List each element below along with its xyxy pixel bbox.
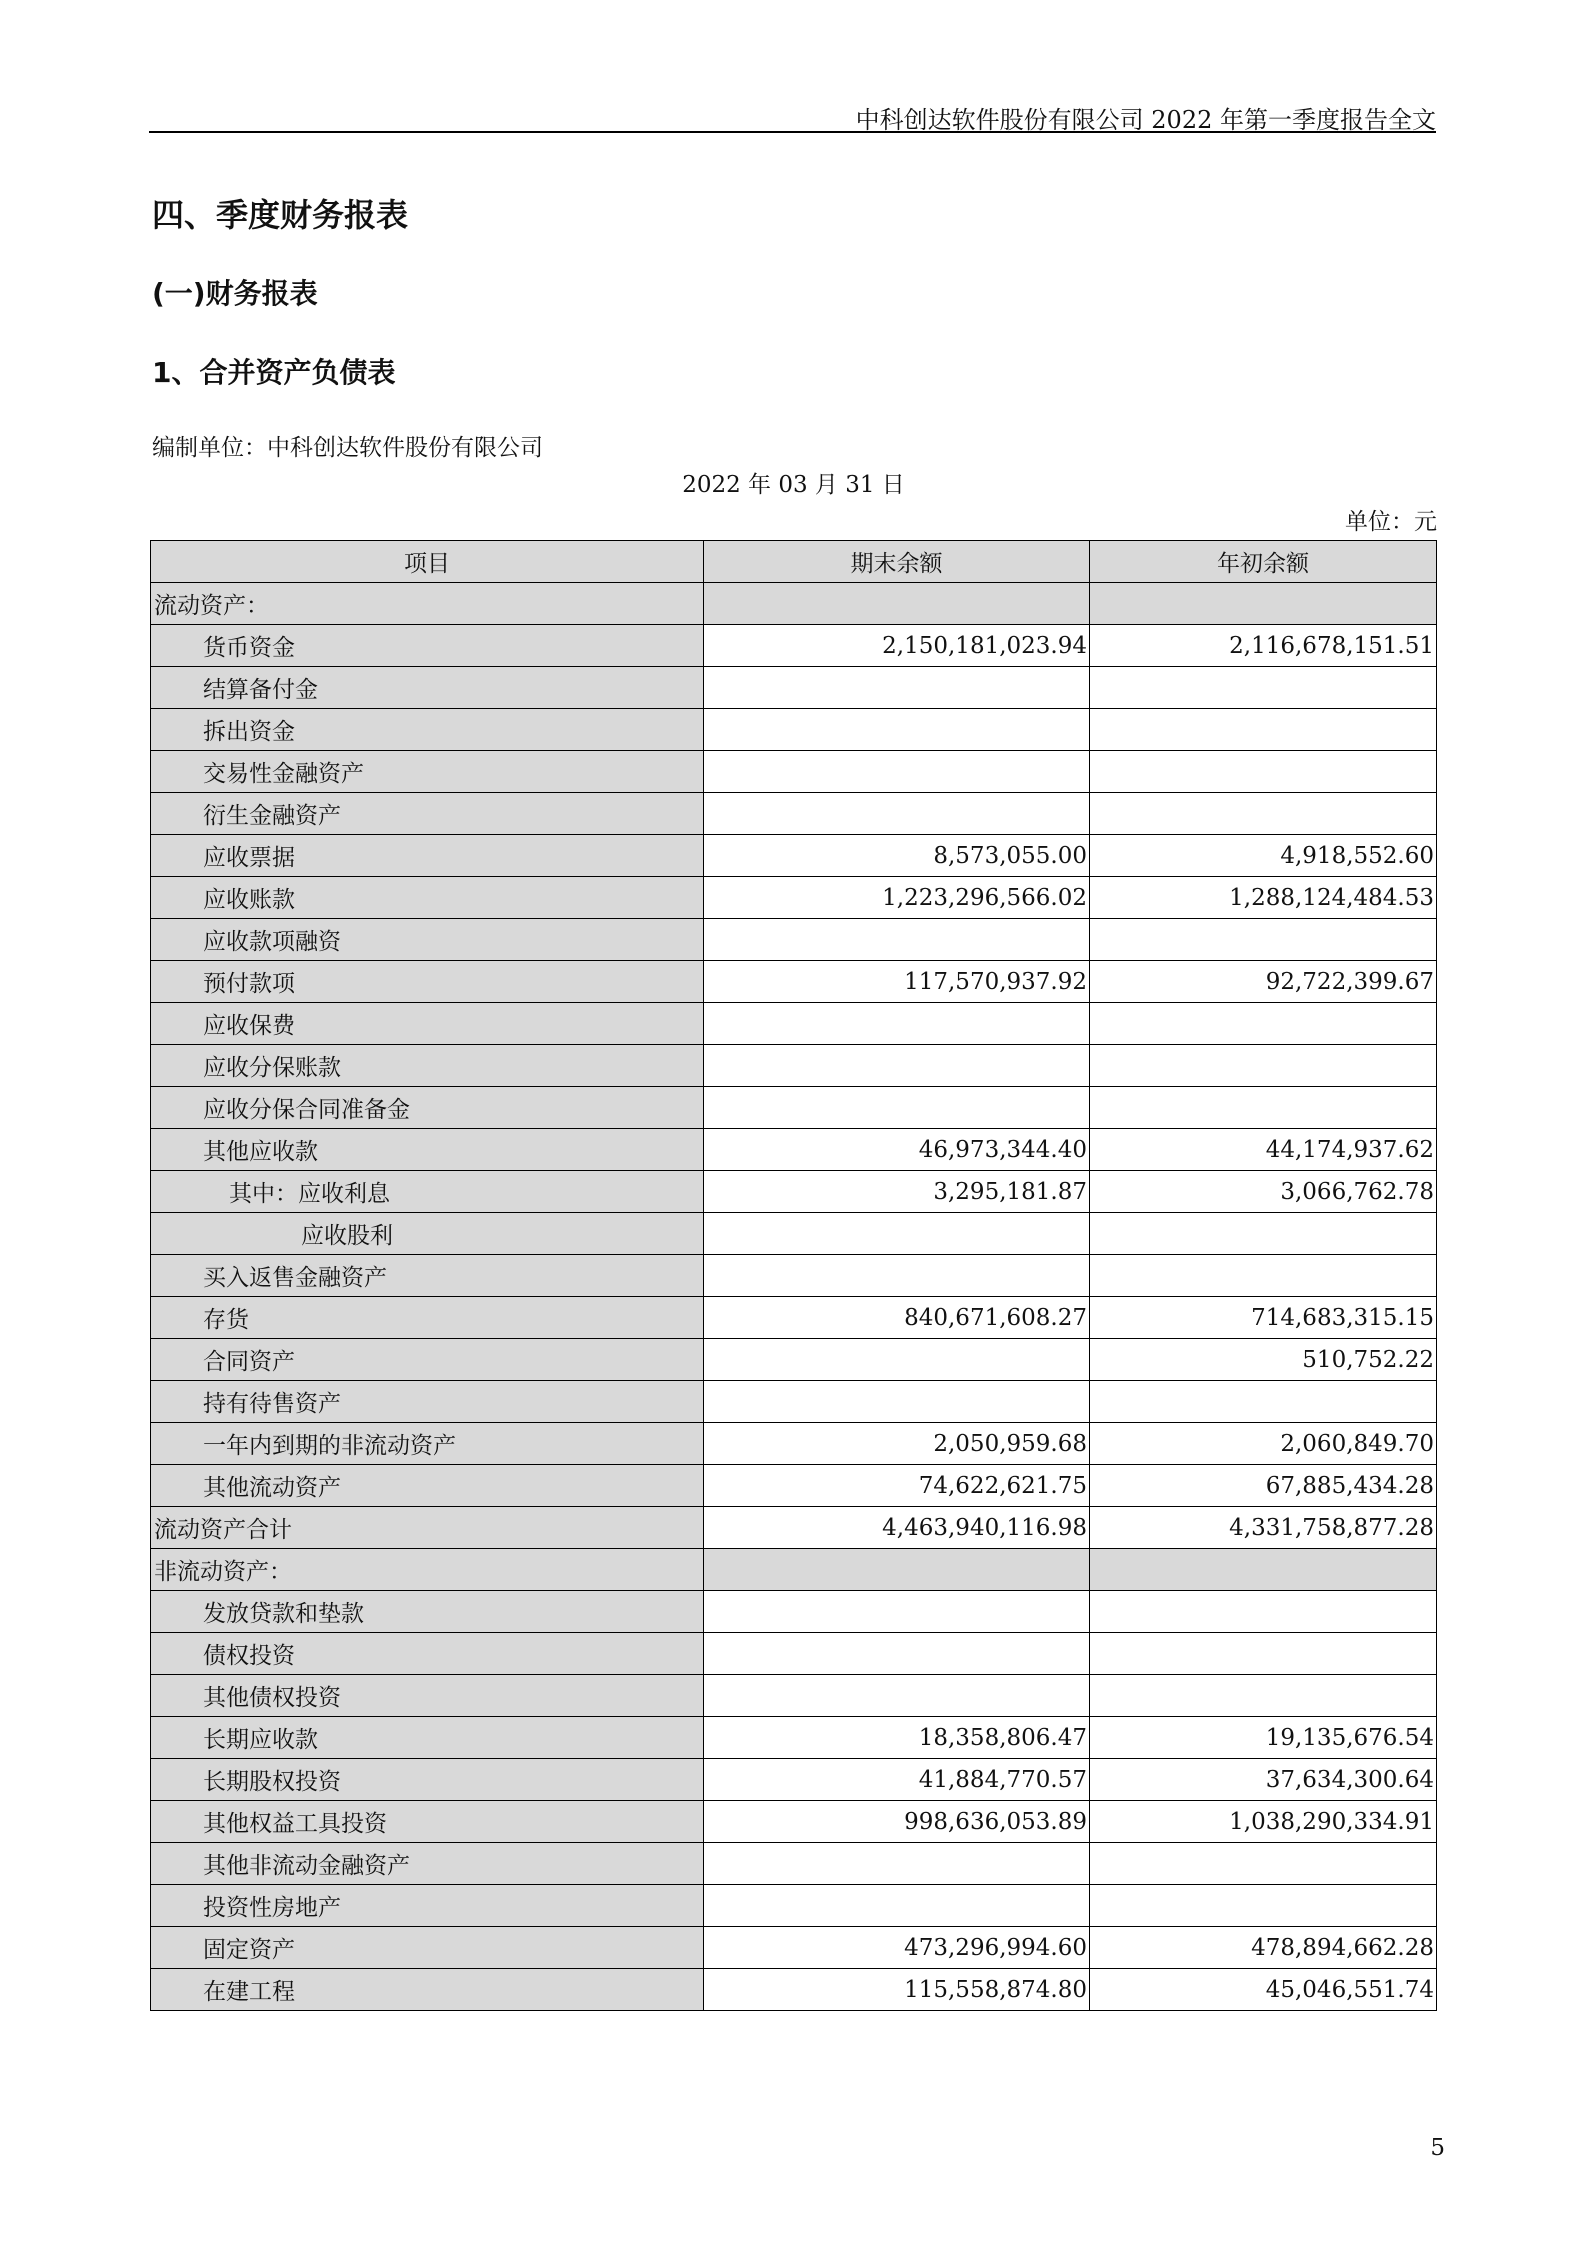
period-end-value (704, 793, 1090, 835)
row-label: 应收账款 (151, 877, 704, 919)
period-begin-value: 4,331,758,877.28 (1090, 1507, 1437, 1549)
period-end-value (704, 751, 1090, 793)
period-begin-value (1090, 1213, 1437, 1255)
row-label: 应收股利 (151, 1213, 704, 1255)
row-label: 非流动资产： (151, 1549, 704, 1591)
period-begin-value: 2,116,678,151.51 (1090, 625, 1437, 667)
table-row (151, 1633, 1437, 1675)
row-label: 长期股权投资 (151, 1759, 704, 1801)
period-end-value (704, 1381, 1090, 1423)
row-label: 买入返售金融资产 (151, 1255, 704, 1297)
table-row (151, 751, 1437, 793)
table-row (151, 1885, 1437, 1927)
period-end-value (704, 1843, 1090, 1885)
period-begin-value (1090, 1549, 1437, 1591)
row-label: 债权投资 (151, 1633, 704, 1675)
table-row (151, 1213, 1437, 1255)
row-label: 流动资产： (151, 583, 704, 625)
period-begin-value: 510,752.22 (1090, 1339, 1437, 1381)
period-end-value (704, 919, 1090, 961)
period-end-value (704, 1885, 1090, 1927)
period-begin-value: 92,722,399.67 (1090, 961, 1437, 1003)
preparer-line: 编制单位：中科创达软件股份有限公司 (152, 435, 543, 461)
row-label: 应收保费 (151, 1003, 704, 1045)
row-label: 在建工程 (151, 1969, 704, 2011)
period-begin-value: 2,060,849.70 (1090, 1423, 1437, 1465)
period-begin-value: 19,135,676.54 (1090, 1717, 1437, 1759)
table-row (151, 793, 1437, 835)
period-end-value: 117,570,937.92 (704, 961, 1090, 1003)
row-label: 结算备付金 (151, 667, 704, 709)
row-label: 发放贷款和垫款 (151, 1591, 704, 1633)
row-label: 应收分保账款 (151, 1045, 704, 1087)
table-row (151, 835, 1437, 877)
page-number: 5 (1430, 2135, 1445, 2161)
period-end-value: 46,973,344.40 (704, 1129, 1090, 1171)
period-begin-value (1090, 1087, 1437, 1129)
table-row (151, 1759, 1437, 1801)
period-begin-value (1090, 1255, 1437, 1297)
table-row (151, 1297, 1437, 1339)
row-label: 应收分保合同准备金 (151, 1087, 704, 1129)
row-label: 投资性房地产 (151, 1885, 704, 1927)
period-end-value (704, 1339, 1090, 1381)
table-row (151, 625, 1437, 667)
period-end-value (704, 1591, 1090, 1633)
period-begin-value (1090, 793, 1437, 835)
period-end-value: 3,295,181.87 (704, 1171, 1090, 1213)
period-begin-value (1090, 583, 1437, 625)
table-body (151, 583, 1437, 2011)
table-row (151, 709, 1437, 751)
row-label: 存货 (151, 1297, 704, 1339)
period-begin-value (1090, 1003, 1437, 1045)
table-row (151, 1171, 1437, 1213)
section-title: 四、季度财务报表 (152, 196, 409, 234)
table-row (151, 1591, 1437, 1633)
table-row (151, 1675, 1437, 1717)
row-label: 持有待售资产 (151, 1381, 704, 1423)
period-end-value (704, 1675, 1090, 1717)
table-row (151, 919, 1437, 961)
period-begin-value (1090, 1381, 1437, 1423)
period-begin-value (1090, 1045, 1437, 1087)
period-end-value (704, 1045, 1090, 1087)
row-label: 预付款项 (151, 961, 704, 1003)
period-end-value: 2,150,181,023.94 (704, 625, 1090, 667)
period-end-value: 18,358,806.47 (704, 1717, 1090, 1759)
table-row (151, 1003, 1437, 1045)
row-label: 应收款项融资 (151, 919, 704, 961)
table-row (151, 1423, 1437, 1465)
period-end-value (704, 1213, 1090, 1255)
table-row (151, 1087, 1437, 1129)
period-begin-value (1090, 919, 1437, 961)
period-begin-value: 478,894,662.28 (1090, 1927, 1437, 1969)
column-header-item: 项目 (151, 541, 704, 583)
period-begin-value: 45,046,551.74 (1090, 1969, 1437, 2011)
row-label: 其他应收款 (151, 1129, 704, 1171)
row-label: 货币资金 (151, 625, 704, 667)
period-end-value (704, 1633, 1090, 1675)
table-row (151, 1339, 1437, 1381)
period-end-value: 8,573,055.00 (704, 835, 1090, 877)
header-divider (149, 131, 1436, 133)
row-label: 其他权益工具投资 (151, 1801, 704, 1843)
period-begin-value: 714,683,315.15 (1090, 1297, 1437, 1339)
table-row (151, 583, 1437, 625)
period-end-value (704, 583, 1090, 625)
period-end-value: 4,463,940,116.98 (704, 1507, 1090, 1549)
period-begin-value: 44,174,937.62 (1090, 1129, 1437, 1171)
table-row (151, 1549, 1437, 1591)
table-header-row (151, 541, 1437, 583)
table-row (151, 1255, 1437, 1297)
row-label: 其他债权投资 (151, 1675, 704, 1717)
table-row (151, 961, 1437, 1003)
period-end-value: 473,296,994.60 (704, 1927, 1090, 1969)
table-row (151, 1717, 1437, 1759)
period-end-value (704, 709, 1090, 751)
period-end-value: 41,884,770.57 (704, 1759, 1090, 1801)
balance-sheet-table (150, 540, 1437, 2011)
period-end-value: 1,223,296,566.02 (704, 877, 1090, 919)
period-begin-value (1090, 751, 1437, 793)
period-end-value: 74,622,621.75 (704, 1465, 1090, 1507)
table-row (151, 1969, 1437, 2011)
period-begin-value: 1,288,124,484.53 (1090, 877, 1437, 919)
row-label: 其他流动资产 (151, 1465, 704, 1507)
table-row (151, 1045, 1437, 1087)
row-label: 长期应收款 (151, 1717, 704, 1759)
period-end-value (704, 667, 1090, 709)
period-end-value: 115,558,874.80 (704, 1969, 1090, 2011)
row-label: 衍生金融资产 (151, 793, 704, 835)
statement-title: 1、合并资产负债表 (152, 356, 396, 389)
table-row (151, 667, 1437, 709)
period-begin-value (1090, 1885, 1437, 1927)
table-row (151, 1927, 1437, 1969)
row-label: 其他非流动金融资产 (151, 1843, 704, 1885)
table-row (151, 877, 1437, 919)
period-end-value (704, 1087, 1090, 1129)
row-label: 应收票据 (151, 835, 704, 877)
period-end-value: 998,636,053.89 (704, 1801, 1090, 1843)
currency-unit: 单位：元 (1345, 509, 1437, 535)
subsection-title: (一)财务报表 (152, 277, 318, 310)
table-row (151, 1507, 1437, 1549)
period-begin-value (1090, 1675, 1437, 1717)
statement-date: 2022 年 03 月 31 日 (682, 472, 905, 498)
period-begin-value: 67,885,434.28 (1090, 1465, 1437, 1507)
table-row (151, 1381, 1437, 1423)
period-begin-value (1090, 1633, 1437, 1675)
table-row (151, 1465, 1437, 1507)
row-label: 固定资产 (151, 1927, 704, 1969)
column-header-period-begin: 年初余额 (1090, 541, 1437, 583)
table-row (151, 1843, 1437, 1885)
row-label: 合同资产 (151, 1339, 704, 1381)
row-label: 流动资产合计 (151, 1507, 704, 1549)
row-label: 其中：应收利息 (151, 1171, 704, 1213)
period-end-value (704, 1549, 1090, 1591)
period-end-value (704, 1255, 1090, 1297)
period-begin-value (1090, 709, 1437, 751)
period-begin-value (1090, 1843, 1437, 1885)
row-label: 一年内到期的非流动资产 (151, 1423, 704, 1465)
period-end-value: 840,671,608.27 (704, 1297, 1090, 1339)
period-end-value (704, 1003, 1090, 1045)
row-label: 拆出资金 (151, 709, 704, 751)
period-begin-value (1090, 1591, 1437, 1633)
period-end-value: 2,050,959.68 (704, 1423, 1090, 1465)
column-header-period-end: 期末余额 (704, 541, 1090, 583)
period-begin-value (1090, 667, 1437, 709)
period-begin-value: 3,066,762.78 (1090, 1171, 1437, 1213)
row-label: 交易性金融资产 (151, 751, 704, 793)
page-header-title: 中科创达软件股份有限公司 2022 年第一季度报告全文 (855, 106, 1436, 134)
period-begin-value: 4,918,552.60 (1090, 835, 1437, 877)
table-row (151, 1129, 1437, 1171)
table-row (151, 1801, 1437, 1843)
period-begin-value: 37,634,300.64 (1090, 1759, 1437, 1801)
period-begin-value: 1,038,290,334.91 (1090, 1801, 1437, 1843)
